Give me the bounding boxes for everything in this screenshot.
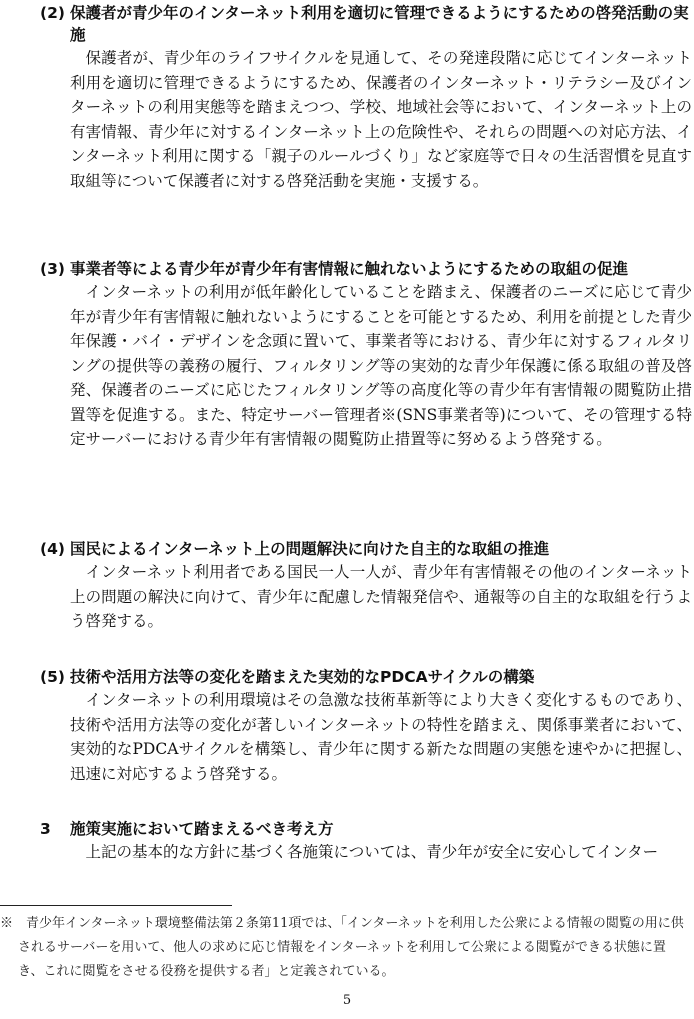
section-3 (40, 258, 692, 452)
footnote-divider (0, 905, 232, 906)
section-title: 施策実施において踏まえるべき考え方 (70, 820, 334, 838)
section-number: (2) (40, 4, 65, 22)
section-title: 保護者が青少年のインターネット利用を適切に管理できるようにするための啓発活動の実施 (70, 4, 689, 44)
section-heading (40, 818, 692, 840)
section-title: 国民によるインターネット上の問題解決に向けた自主的な取組の推進 (70, 540, 550, 558)
section-title: 事業者等による青少年が青少年有害情報に触れないようにするための取組の促進 (70, 260, 629, 278)
section-number: (3) (40, 260, 65, 278)
section-number: (4) (40, 540, 65, 558)
page-number: 5 (342, 993, 352, 1008)
section-2 (40, 2, 692, 193)
section-body: インターネットの利用が低年齢化していることを踏まえ、保護者のニーズに応じて青少年が青少年有害情報に触れないようにすることを可能とするため、利用を前提とした青少年保護・バイ・デザインを念頭に置いて、事業者等における、青少年に対するフィルタリングの提供等の義務の履行、フィルタリング等の実効的な青少年保護に係る取組の普及啓発、保護者のニーズに応じたフィルタリング等の高度化等の青少年有害情報の閲覧防止措置等を促進する。また、特定サーバー管理者※(SNS事業者等)について、その管理する特定サーバーにおける青少年有害情報の閲覧防止措置等に努めるよう啓発する。 (70, 283, 692, 448)
chapter-3 (40, 818, 692, 865)
footnote: ※ 青少年インターネット環境整備法第２条第11項では、「インターネットを利用した公衆による情報の閲覧の用に供されるサーバーを用いて、他人の求めに応じ情報をインターネットを利用して公衆による閲覧ができる状態に置き、これに閲覧をさせる役務を提供する者」と定義されている。 (0, 916, 684, 979)
section-body: インターネット利用者である国民一人一人が、青少年有害情報その他のインターネット上の問題の解決に向けて、青少年に配慮した情報発信や、通報等の自主的な取組を行うよう啓発する。 (70, 563, 692, 630)
section-body: 上記の基本的な方針に基づく各施策については、青少年が安全に安心してインター (85, 843, 659, 861)
section-heading (40, 538, 692, 560)
section-number: 3 (40, 820, 51, 838)
section-heading (40, 2, 692, 46)
section-5 (40, 666, 692, 786)
section-heading (40, 258, 692, 280)
section-body: インターネットの利用環境はその急激な技術革新等により大きく変化するものであり、技術や活用方法等の変化が著しいインターネットの特性を踏まえ、関係事業者において、実効的なPDCAサイクルを構築し、青少年に関する新たな問題の実態を速やかに把握し、迅速に対応するよう啓発する。 (70, 691, 692, 783)
section-title: 技術や活用方法等の変化を踏まえた実効的なPDCAサイクルの構築 (70, 668, 535, 686)
section-body: 保護者が、青少年のライフサイクルを見通して、その発達段階に応じてインターネット利用を適切に管理できるようにするため、保護者のインターネット・リテラシー及びインターネットの利用実態等を踏まえつつ、学校、地域社会等において、インターネット上の有害情報、青少年に対するインターネット上の危険性や、それらの問題への対応方法、インターネット利用に関する「親子のルールづくり」など家庭等で日々の生活習慣を見直す取組等について保護者に対する啓発活動を実施・支援する。 (70, 49, 692, 190)
section-4 (40, 538, 692, 634)
section-number: (5) (40, 668, 65, 686)
section-heading (40, 666, 692, 688)
